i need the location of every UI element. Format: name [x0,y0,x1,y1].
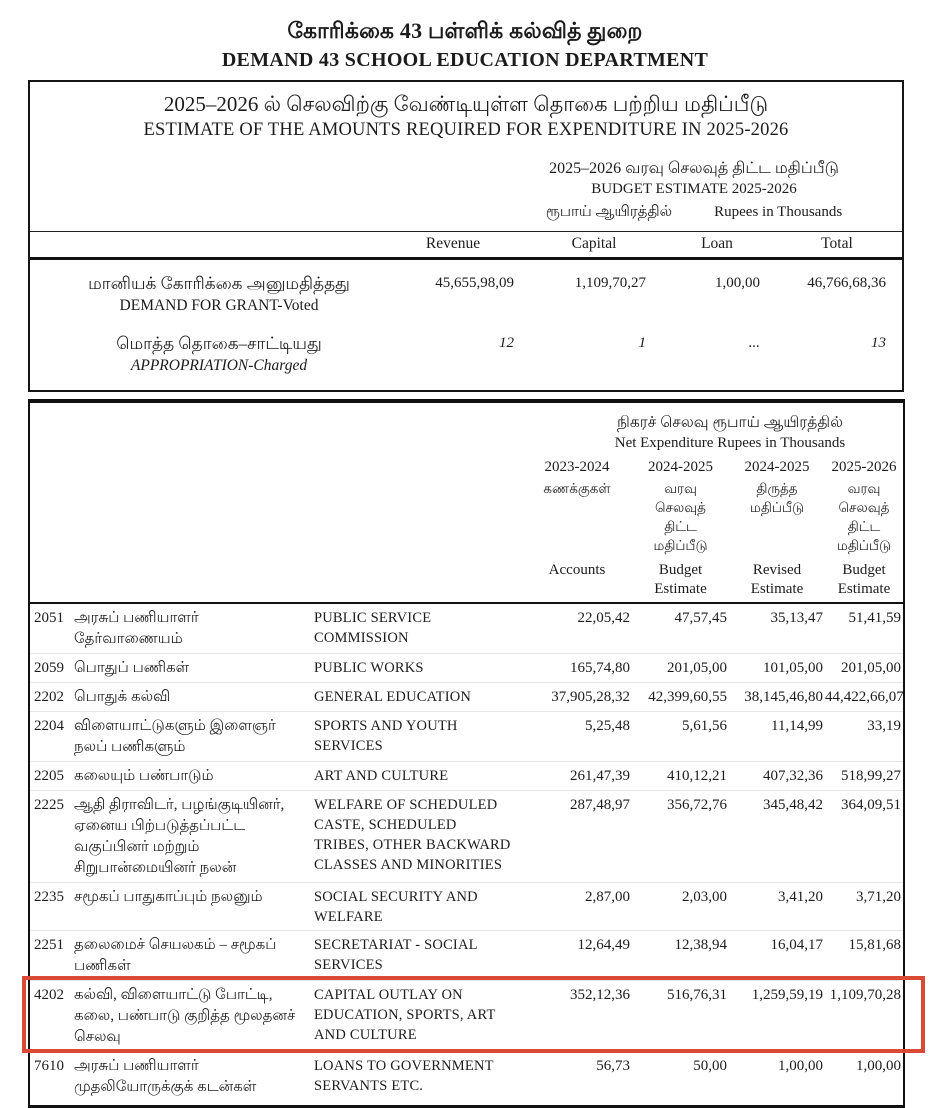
major-head-code: 2205 [34,768,64,784]
major-head-code: 4202 [34,987,64,1003]
budget-estimate-2025-value: 51,41,59 [848,610,901,626]
revenue-value: 45,655,98,09 [435,275,514,291]
accounts-value: 5,25,48 [585,718,630,734]
accounts-value: 261,47,39 [570,768,630,784]
description-english: WELFARE OF SCHEDULED CASTE, SCHEDULED TRIBES, OTHER BACKWARD CLASSES AND MINORITIES [314,797,511,873]
description-english: PUBLIC WORKS [314,660,424,676]
budget-estimate-2025-value: 518,99,27 [841,768,901,784]
revised-estimate-value: 38,145,46,80 [744,689,823,705]
grant-summary-table [30,231,902,378]
accounts-value: 37,905,28,32 [551,689,630,705]
row-label-tamil: மொத்த தொகை–சாட்டியது [116,334,322,353]
description-tamil: கல்வி, விளையாட்டு போட்டி, கலை, பண்பாடு குறித்த மூலதனச் செலவு [74,987,296,1045]
column-header-capital: Capital [571,235,617,252]
units-caption [524,202,864,223]
budget-estimate-value: 2,03,00 [682,889,727,905]
revised-estimate-value: 35,13,47 [770,610,823,626]
loan-value: 1,00,00 [715,275,760,291]
estimate-heading-tamil: 2025–2026 ல் செலவிற்கு வேண்டியுள்ள தொகை பற்றிய மதிப்பீடு [163,92,769,116]
capital-value: 1 [638,335,646,351]
budget-estimate-value: 356,72,76 [667,797,727,813]
description-english: SOCIAL SECURITY AND WELFARE [314,889,478,925]
estimate-summary-box [28,80,904,392]
revised-estimate-value: 345,48,42 [763,797,823,813]
budget-estimate-caption-tamil: 2025–2026 வரவு செலவுத் திட்ட மதிப்பீடு [549,160,839,177]
budget-estimate-value: 47,57,45 [674,610,727,626]
column-header-accounts: 2023-2024 கணக்குகள் Accounts [543,459,611,578]
accounts-value: 2,87,00 [585,889,630,905]
column-header-revised-estimate: 2024-2025 திருத்த மதிப்பீடு Revised Estimate [744,459,810,597]
total-value: 13 [871,335,886,351]
estimate-heading-english: ESTIMATE OF THE AMOUNTS REQUIRED FOR EXPENDITURE IN 2025-2026 [143,120,789,140]
table-row [30,683,903,712]
description-english: LOANS TO GOVERNMENT SERVANTS ETC. [314,1058,494,1094]
expenditure-table-body [30,604,903,1101]
table-row [30,791,903,883]
units-tamil: ரூபாய் ஆயிரத்தில் [545,204,673,220]
major-head-code: 2251 [34,937,64,953]
table-row [30,762,903,791]
description-english: CAPITAL OUTLAY ON EDUCATION, SPORTS, ART AND CULTURE [314,987,496,1043]
table-row-demand-voted [30,260,902,318]
document-title [0,16,930,74]
capital-value: 1,109,70,27 [574,275,646,291]
major-head-code: 2235 [34,889,64,905]
revised-estimate-value: 407,32,36 [763,768,823,784]
description-tamil: விளையாட்டுகளும் இளைஞர் நலப் பணிகளும் [74,718,276,755]
column-header-total: Total [821,235,853,252]
units-english: Rupees in Thousands [714,204,843,220]
description-tamil: பொதுப் பணிகள் [74,660,190,676]
description-english: SPORTS AND YOUTH SERVICES [314,718,458,754]
budget-estimate-value: 12,38,94 [674,937,727,953]
description-tamil: தலைமைச் செயலகம் – சமூகப் பணிகள் [74,937,277,974]
revised-estimate-value: 11,14,99 [771,718,823,734]
budget-estimate-2025-value: 364,09,51 [841,797,901,813]
accounts-value: 352,12,36 [570,987,630,1003]
major-head-code: 7610 [34,1058,64,1074]
accounts-value: 22,05,42 [577,610,630,626]
description-tamil: பொதுக் கல்வி [74,689,171,705]
column-header-revenue: Revenue [425,235,481,252]
column-header-budget-estimate-2024: 2024-2025 வரவு செலவுத் திட்ட மதிப்பீடு Budget Estimate [648,459,713,597]
budget-estimate-2025-value: 1,109,70,28 [829,987,901,1003]
budget-estimate-value: 410,12,21 [667,768,727,784]
net-expenditure-caption-tamil: நிகரச் செலவு ரூபாய் ஆயிரத்தில் [617,414,843,431]
revised-estimate-value: 3,41,20 [778,889,823,905]
row-label-english: DEMAND FOR GRANT-Voted [119,297,319,314]
revised-estimate-value: 16,04,17 [770,937,823,953]
net-expenditure-caption [575,413,885,453]
table-row [30,883,903,931]
budget-estimate-2025-value: 3,71,20 [856,889,901,905]
budget-estimate-value: 50,00 [693,1058,727,1074]
major-head-code: 2202 [34,689,64,705]
description-english: PUBLIC SERVICE COMMISSION [314,610,432,646]
budget-estimate-2025-value: 15,81,68 [848,937,901,953]
total-value: 46,766,68,36 [807,275,886,291]
description-tamil: அரசுப் பணியாளர் முதலியோருக்குக் கடன்கள் [74,1058,257,1095]
revised-estimate-value: 1,259,59,19 [751,987,823,1003]
budget-estimate-2025-value: 33,19 [867,718,901,734]
table-row [30,604,903,654]
budget-estimate-2025-value: 44,422,66,07 [825,689,904,705]
accounts-value: 287,48,97 [570,797,630,813]
table-row [30,1052,903,1101]
row-label-tamil: மானியக் கோரிக்கை அனுமதித்தது [88,274,350,293]
accounts-value: 56,73 [596,1058,630,1074]
description-tamil: கலையும் பண்பாடும் [74,768,214,784]
column-header-loan: Loan [701,235,733,252]
major-head-code: 2204 [34,718,64,734]
budget-estimate-2025-value: 1,00,00 [856,1058,901,1074]
page-title-tamil: கோரிக்கை 43 பள்ளிக் கல்வித் துறை [287,18,643,43]
loan-value: ... [748,335,760,351]
revised-estimate-value: 1,00,00 [778,1058,823,1074]
column-header-budget-estimate-2025: 2025-2026 வரவு செலவுத் திட்ட மதிப்பீடு Budget Estimate [831,459,897,597]
budget-estimate-value: 42,399,60,55 [648,689,727,705]
table-row [30,654,903,683]
description-english: ART AND CULTURE [314,768,449,784]
table-row [30,712,903,762]
net-expenditure-box [28,399,905,1108]
grant-summary-header-row [30,231,902,260]
revised-estimate-value: 101,05,00 [763,660,823,676]
budget-estimate-value: 5,61,56 [682,718,727,734]
table-row-appropriation-charged [30,318,902,378]
net-expenditure-caption-english: Net Expenditure Rupees in Thousands [614,435,846,451]
budget-estimate-caption-english: BUDGET ESTIMATE 2025-2026 [591,181,797,197]
revenue-value: 12 [499,335,514,351]
budget-estimate-caption [524,158,864,223]
budget-estimate-value: 516,76,31 [667,987,727,1003]
accounts-value: 12,64,49 [577,937,630,953]
table-row [30,931,903,981]
description-english: GENERAL EDUCATION [314,689,472,705]
table-row-highlighted [30,981,903,1052]
row-label-english: APPROPRIATION-Charged [130,357,308,374]
major-head-code: 2051 [34,610,64,626]
major-head-code: 2059 [34,660,64,676]
budget-estimate-2025-value: 201,05,00 [841,660,901,676]
description-tamil: அரசுப் பணியாளர் தேர்வாணையம் [74,610,199,647]
page-title-english: DEMAND 43 SCHOOL EDUCATION DEPARTMENT [221,49,709,71]
accounts-value: 165,74,80 [570,660,630,676]
major-head-code: 2225 [34,797,64,813]
description-tamil: சமூகப் பாதுகாப்பும் நலனும் [74,889,263,905]
description-english: SECRETARIAT - SOCIAL SERVICES [314,937,478,973]
budget-estimate-value: 201,05,00 [667,660,727,676]
description-tamil: ஆதி திராவிடர், பழங்குடியினர், ஏனைய பிற்படுத்தப்பட்ட வகுப்பினர் மற்றும் சிறுபான்மையினர் நலன் [74,797,285,876]
expenditure-table-header-row [30,457,903,604]
